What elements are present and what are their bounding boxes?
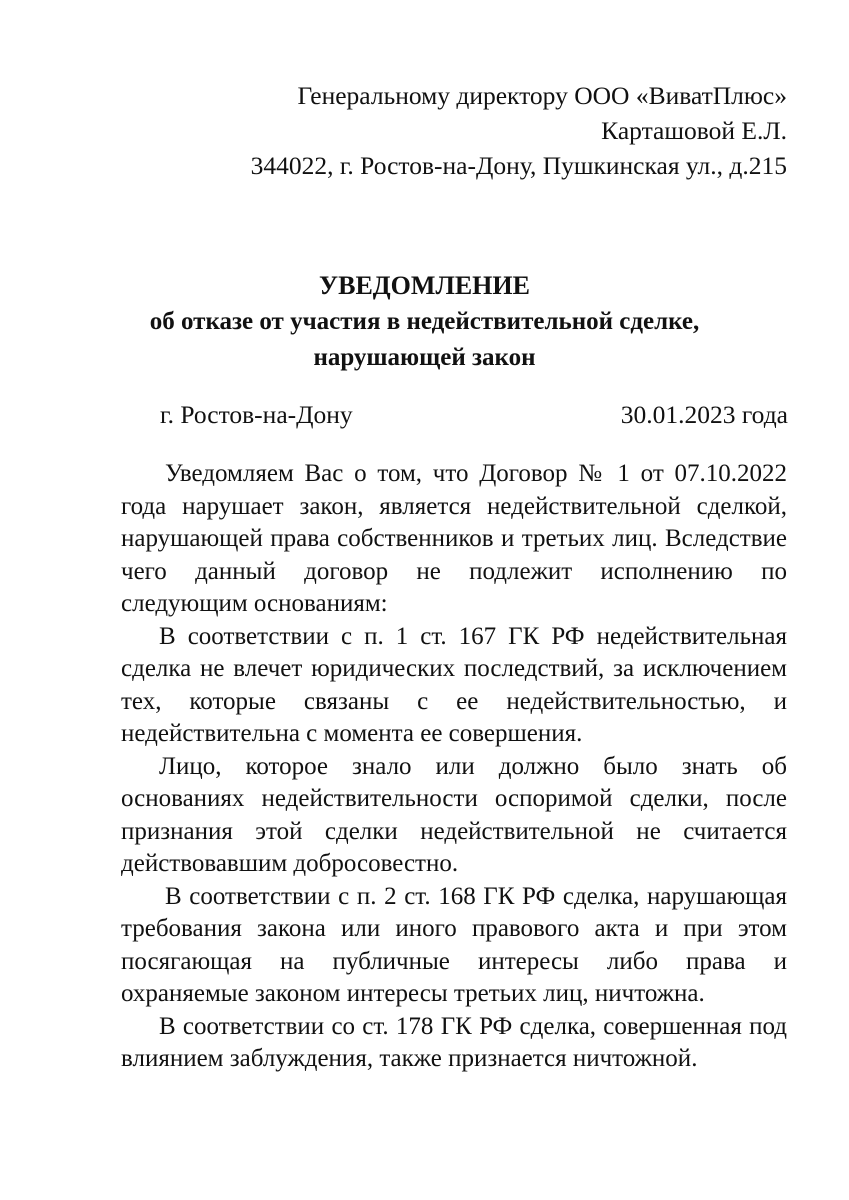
document-body bbox=[121, 458, 787, 1076]
title-heading: УВЕДОМЛЕНИЕ bbox=[319, 271, 530, 300]
addressee-name: Карташовой Е.Л. bbox=[601, 116, 787, 145]
addressee-address: 344022, г. Ростов-на-Дону, Пушкинская ул., д.215 bbox=[250, 151, 787, 180]
addressee-position: Генеральному директору ООО «ВиватПлюс» bbox=[297, 81, 787, 110]
addressee-block bbox=[251, 78, 787, 183]
body-paragraph: В соответствии с п. 2 ст. 168 ГК РФ сделка, нарушающая требования закона или иного правового акта и при этом посягающая на публичные интересы либо права и охраняемые законом интересы третьих лиц, ничтожна. bbox=[121, 882, 787, 1007]
document-title bbox=[0, 268, 849, 376]
title-subheading-line1: об отказе от участия в недействительной сделке, bbox=[149, 308, 700, 335]
document-date: 30.01.2023 года bbox=[620, 400, 788, 429]
body-paragraph: В соответствии со ст. 178 ГК РФ сделка, совершенная под влиянием заблуждения, также признается ничтожной. bbox=[121, 1012, 787, 1072]
body-paragraph: Лицо, которое знало или должно было знать об основаниях недействительности оспоримой сделки, после признания этой сделки недействительной не считается действовавшим добросовестно. bbox=[121, 752, 787, 877]
body-paragraph: Уведомляем Вас о том, что Договор № 1 от 07.10.2022 года нарушает закон, является недействительной сделкой, нарушающей права собственников и третьих лиц. Вследствие чего данный договор не подлежит исполнению по следующим основаниям: bbox=[121, 460, 787, 617]
title-subheading-line2: нарушающей закон bbox=[313, 344, 536, 371]
document-place: г. Ростов-на-Дону bbox=[160, 400, 353, 429]
body-paragraph: В соответствии с п. 1 ст. 167 ГК РФ недействительная сделка не влечет юридических последствий, за исключением тех, которые связаны с ее недействительностью, и недействительна с момента ее совершения. bbox=[121, 622, 787, 747]
